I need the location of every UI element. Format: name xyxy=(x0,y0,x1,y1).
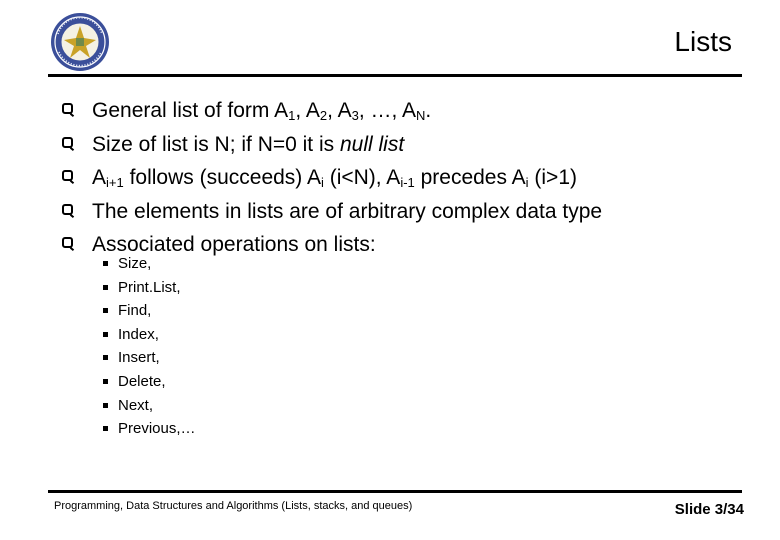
square-bullet-icon xyxy=(103,379,108,384)
text-run: Size of list is N; if N=0 it is xyxy=(92,132,340,156)
main-bullet-list xyxy=(60,94,602,262)
text-run: (i>1) xyxy=(528,166,577,189)
footer-course-title: Programming, Data Structures and Algorithms (Lists, stacks, and queues) xyxy=(54,500,413,512)
square-bullet-icon xyxy=(103,285,108,290)
bullet-text xyxy=(92,200,602,223)
operations-list xyxy=(100,252,196,441)
top-divider xyxy=(48,74,742,77)
checkbox-bullet-icon xyxy=(62,137,73,148)
checkbox-bullet-icon xyxy=(62,237,73,248)
subscript: 2 xyxy=(319,108,328,123)
italic-text: null list xyxy=(339,132,405,156)
bullet-text xyxy=(92,133,404,156)
operation-label: Previous,… xyxy=(118,420,196,438)
text-run: follows (succeeds) A xyxy=(123,166,321,189)
text-run: . xyxy=(425,99,432,122)
checkbox-bullet-icon xyxy=(62,204,73,215)
bullet-text xyxy=(92,166,577,189)
slide-title: Lists xyxy=(674,26,732,57)
text-run: General list of form A xyxy=(92,99,289,122)
text-run: , A xyxy=(327,99,352,122)
slide-number: Slide 3/34 xyxy=(674,501,744,518)
square-bullet-icon xyxy=(103,308,108,313)
operation-item xyxy=(100,276,196,300)
operation-label: Print.List, xyxy=(118,278,181,296)
bullet-item xyxy=(60,128,602,162)
text-run: , A xyxy=(295,99,320,122)
operation-item xyxy=(100,323,196,347)
subscript: 1 xyxy=(288,108,296,123)
operation-item xyxy=(100,299,196,323)
text-run: (i<N), A xyxy=(323,166,401,189)
subscript: N xyxy=(416,108,426,123)
operation-label: Delete, xyxy=(118,372,166,390)
bullet-text xyxy=(92,99,431,122)
subscript: i+1 xyxy=(106,175,124,190)
square-bullet-icon xyxy=(103,261,108,266)
operation-label: Size, xyxy=(118,255,152,272)
subscript: i-1 xyxy=(400,175,415,190)
checkbox-bullet-icon xyxy=(62,170,73,181)
square-bullet-icon xyxy=(103,355,108,360)
bullet-item xyxy=(60,195,602,229)
operation-item xyxy=(100,394,196,418)
square-bullet-icon xyxy=(103,332,108,337)
text-run: , …, A xyxy=(358,99,417,122)
operation-label: Index, xyxy=(118,325,159,343)
operation-item xyxy=(100,346,196,370)
text-run: Associated operations on lists: xyxy=(92,233,376,256)
operation-label: Insert, xyxy=(118,349,160,367)
subscript: 3 xyxy=(351,108,359,123)
operation-label: Find, xyxy=(118,302,152,320)
operation-label: Next, xyxy=(118,396,154,414)
checkbox-bullet-icon xyxy=(62,103,73,114)
bullet-item xyxy=(60,94,602,128)
operation-item xyxy=(100,370,196,394)
university-seal-logo xyxy=(50,12,110,72)
text-run: The elements in lists are of arbitrary complex data type xyxy=(92,199,603,223)
operation-item xyxy=(100,252,196,276)
square-bullet-icon xyxy=(103,403,108,408)
operation-item xyxy=(100,417,196,441)
subscript: i xyxy=(525,175,529,190)
subscript: i xyxy=(320,175,324,190)
square-bullet-icon xyxy=(103,426,108,431)
text-run: precedes A xyxy=(414,166,526,189)
bottom-divider xyxy=(48,490,742,493)
text-run: A xyxy=(92,166,107,189)
bullet-item xyxy=(60,161,602,195)
